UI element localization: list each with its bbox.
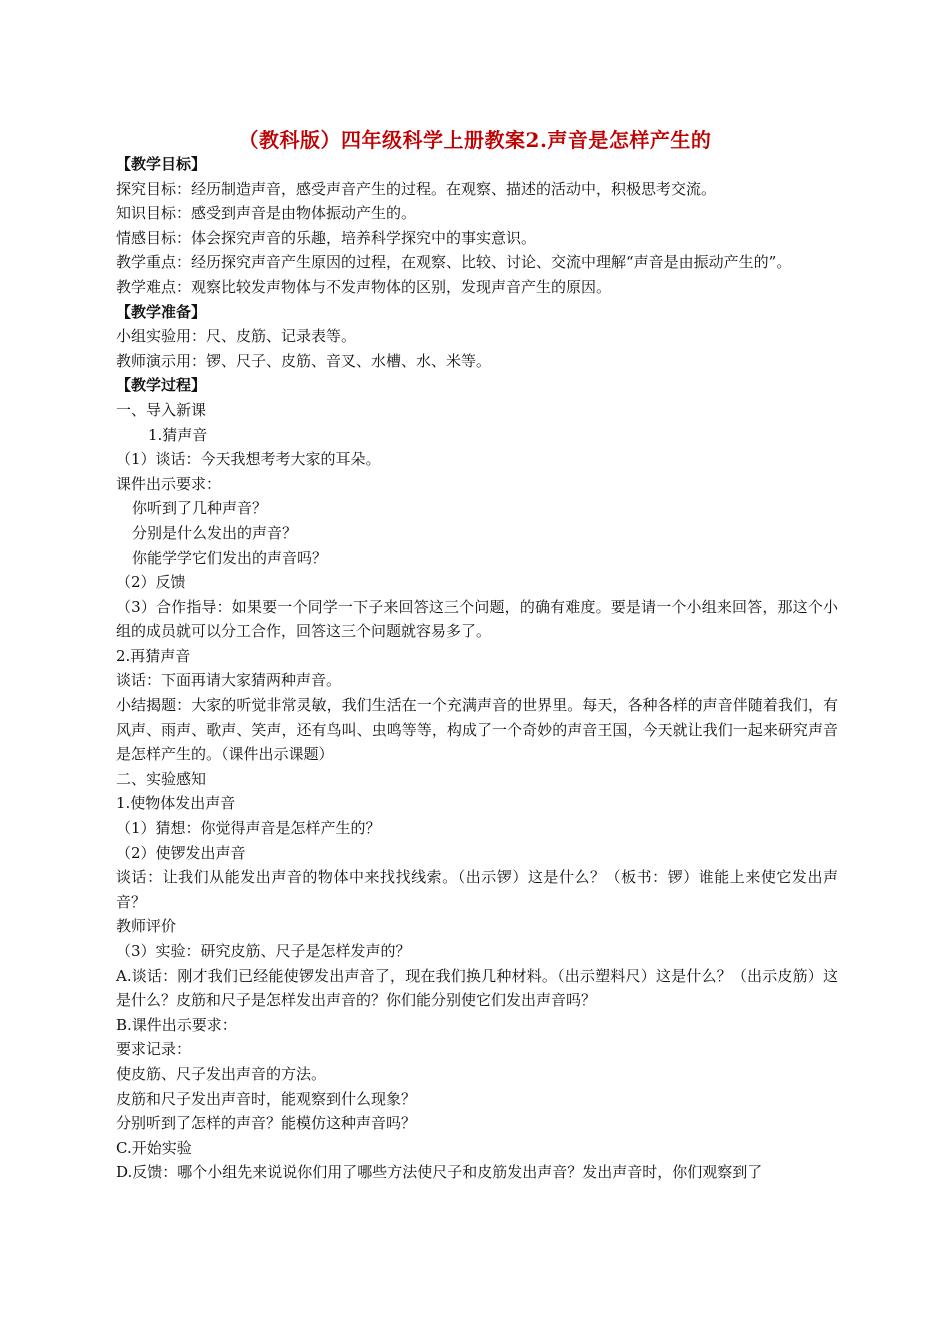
section-heading-objectives: 【教学目标】 bbox=[116, 155, 207, 173]
paragraph: 教学难点：观察比较发声物体与不发声物体的区别，发现声音产生的原因。 bbox=[116, 277, 612, 296]
list-item: 你能学学它们发出的声音吗？ bbox=[132, 548, 328, 567]
paragraph: （3）合作指导：如果要一个同学一下子来回答这三个问题，的确有难度。要是请一个小组来回答，那这个小组的成员就可以分工合作，回答这三个问题就容易多了。 bbox=[116, 597, 838, 641]
subsection-heading: 一、导入新课 bbox=[116, 400, 207, 419]
paragraph: 皮筋和尺子发出声音时，能观察到什么现象？ bbox=[116, 1089, 417, 1108]
paragraph: 课件出示要求： bbox=[116, 474, 222, 493]
subsection-heading: 1.使物体发出声音 bbox=[116, 794, 236, 813]
paragraph: 分别听到了怎样的声音？能模仿这种声音吗？ bbox=[116, 1114, 417, 1133]
paragraph: 探究目标：经历制造声音，感受声音产生的过程。在观察、描述的活动中，积极思考交流。 bbox=[116, 179, 717, 198]
paragraph: 教师演示用：锣、尺子、皮筋、音叉、水槽、水、米等。 bbox=[116, 351, 492, 370]
paragraph: 小结揭题：大家的听觉非常灵敏，我们生活在一个充满声音的世界里。每天，各种各样的声音伴随着我们，有风声、雨声、歌声、笑声，还有鸟叫、虫鸣等等，构成了一个奇妙的声音王国，今天就让我们一起来研究声音是怎样产生的。（课件出示课题） bbox=[116, 696, 838, 764]
paragraph: B.课件出示要求： bbox=[116, 1015, 237, 1034]
paragraph: （1）猜想：你觉得声音是怎样产生的？ bbox=[116, 819, 381, 838]
paragraph: （2）使锣发出声音 bbox=[116, 843, 246, 862]
paragraph: （2）反馈 bbox=[116, 573, 186, 592]
list-item: 你听到了几种声音？ bbox=[132, 499, 268, 518]
paragraph: 教师评价 bbox=[116, 917, 177, 936]
paragraph: 使皮筋、尺子发出声音的方法。 bbox=[116, 1064, 327, 1083]
paragraph: 情感目标：体会探究声音的乐趣，培养科学探究中的事实意识。 bbox=[116, 228, 537, 247]
document-title: （教科版）四年级科学上册教案2.声音是怎样产生的 bbox=[238, 128, 712, 152]
paragraph: A.谈话：刚才我们已经能使锣发出声音了，现在我们换几种材料。（出示塑料尺）这是什么？（出示皮筋）这是什么？皮筋和尺子是怎样发出声音的？你们能分别使它们发出声音吗？ bbox=[116, 966, 838, 1010]
paragraph: 小组实验用：尺、皮筋、记录表等。 bbox=[116, 327, 357, 346]
paragraph: （1）谈话：今天我想考考大家的耳朵。 bbox=[116, 450, 381, 469]
subsection-heading: 二、实验感知 bbox=[116, 769, 207, 788]
section-heading-preparation: 【教学准备】 bbox=[116, 302, 207, 321]
paragraph: 要求记录： bbox=[116, 1040, 192, 1059]
document-body bbox=[116, 152, 838, 1185]
paragraph: 知识目标：感受到声音是由物体振动产生的。 bbox=[116, 204, 417, 223]
section-heading-process: 【教学过程】 bbox=[116, 376, 207, 395]
paragraph: 谈话：下面再请大家猜两种声音。 bbox=[116, 671, 342, 690]
paragraph: （3）实验：研究皮筋、尺子是怎样发声的？ bbox=[116, 942, 411, 960]
list-item: 分别是什么发出的声音？ bbox=[132, 523, 298, 542]
subsection-heading: 2.再猜声音 bbox=[116, 646, 191, 665]
list-item: 1.猜声音 bbox=[148, 425, 208, 444]
paragraph: C.开始实验 bbox=[116, 1138, 192, 1157]
paragraph: 谈话：让我们从能发出声音的物体中来找找线索。（出示锣）这是什么？（板书：锣）谁能上来使它发出声音？ bbox=[116, 868, 838, 911]
paragraph: 教学重点：经历探究声音产生原因的过程，在观察、比较、讨论、交流中理解“声音是由振动产生的”。 bbox=[116, 253, 792, 272]
paragraph: D.反馈：哪个小组先来说说你们用了哪些方法使尺子和皮筋发出声音？发出声音时，你们观察到了 bbox=[116, 1163, 763, 1182]
